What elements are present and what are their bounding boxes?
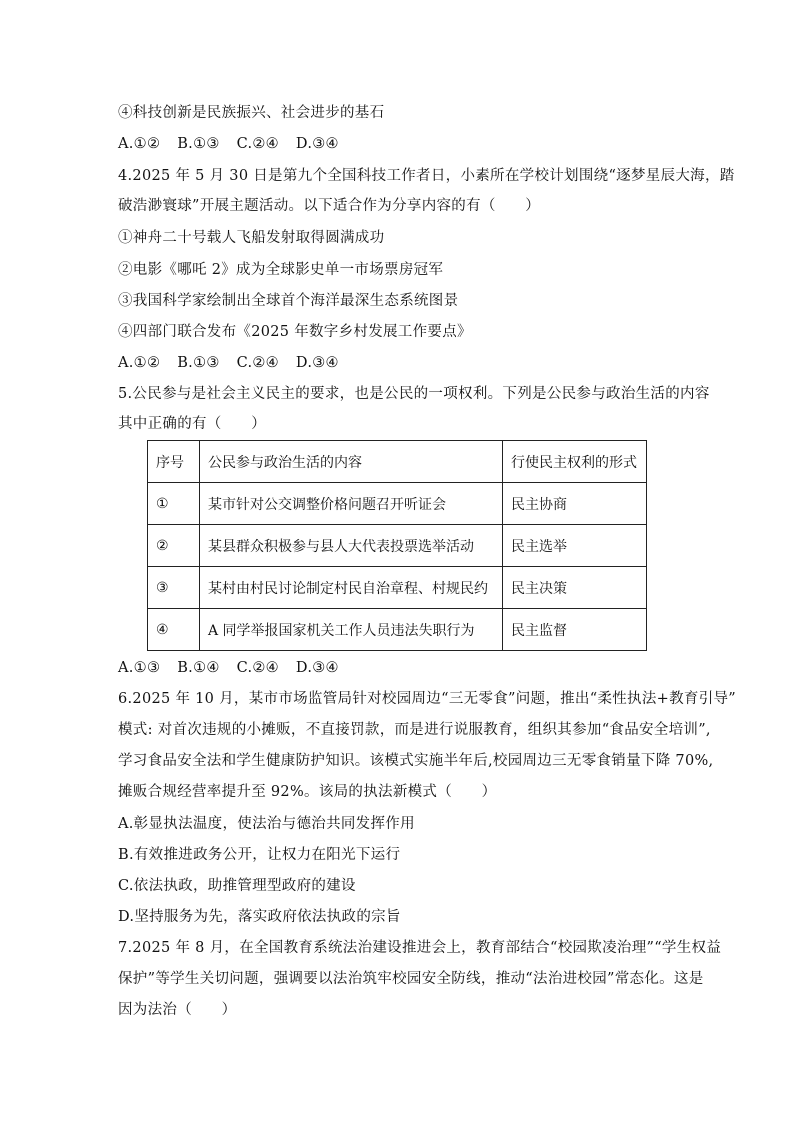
table-row: [148, 609, 647, 651]
table-cell: 民主监督: [503, 609, 647, 651]
q3-statement-4: ④科技创新是民族振兴、社会进步的基石: [118, 105, 385, 121]
table-cell: 民主选举: [503, 525, 647, 567]
q3-options: [118, 134, 351, 154]
q6-option-b: B.有效推进政务公开，让权力在阳光下运行: [118, 847, 401, 863]
table-cell: 民主决策: [503, 567, 647, 609]
table-header-cell: 行使民主权利的形式: [503, 441, 647, 483]
q5-stem-line-2: 其中正确的有（ ）: [118, 416, 266, 432]
q4-options: [118, 353, 351, 373]
table-header-cell: 公民参与政治生活的内容: [200, 441, 503, 483]
q6-stem-line-1: 6.2025 年 10 月，某市市场监管局针对校园周边“三无零食”问题，推出“柔性执法+教育引导”: [118, 691, 737, 707]
q6-option-d: D.坚持服务为先，落实政府依法执政的宗旨: [118, 909, 401, 925]
q4-statement-3: ③我国科学家绘制出全球首个海洋最深生态系统图景: [118, 293, 459, 309]
table-row: [148, 525, 647, 567]
q7-stem-line-3: 因为法治（ ）: [118, 1002, 237, 1018]
q7-stem-line-2: 保护”等学生关切问题，强调要以法治筑牢校园安全防线，推动“法治进校园”常态化。这是: [118, 971, 704, 987]
table-cell: A 同学举报国家机关工作人员违法失职行为: [200, 609, 503, 651]
q4-statement-4: ④四部门联合发布《2025 年数字乡村发展工作要点》: [118, 324, 472, 340]
q6-option-a: A.彰显执法温度，使法治与德治共同发挥作用: [118, 816, 415, 832]
table-header-row: [148, 441, 647, 483]
table-header-cell: 序号: [148, 441, 200, 483]
table-cell: ③: [148, 567, 200, 609]
q3-option-c: C.②④: [236, 136, 279, 152]
q4-option-b: B.①③: [177, 355, 220, 371]
table-cell: 某村由村民讨论制定村民自治章程、村规民约: [200, 567, 503, 609]
q4-stem-line-1: 4.2025 年 5 月 30 日是第九个全国科技工作者日，小素所在学校计划围绕“逐梦星辰大海，踏: [118, 168, 735, 184]
table-row: [148, 567, 647, 609]
q4-option-d: D.③④: [295, 355, 339, 371]
table-cell: ④: [148, 609, 200, 651]
q7-stem-line-1: 7.2025 年 8 月，在全国教育系统法治建设推进会上，教育部结合“校园欺凌治理”“学生权益: [118, 940, 722, 956]
q4-stem-line-2: 破浩渺寰球”开展主题活动。以下适合作为分享内容的有（ ）: [118, 198, 541, 214]
q5-table: [147, 440, 647, 651]
q6-stem-line-2: 模式: 对首次违规的小摊贩，不直接罚款，而是进行说服教育，组织其参加“食品安全培训”,: [118, 722, 711, 738]
q5-option-c: C.②④: [236, 660, 279, 676]
table-cell: 某县群众积极参与县人大代表投票选举活动: [200, 525, 503, 567]
table-cell: ②: [148, 525, 200, 567]
q3-option-b: B.①③: [177, 136, 220, 152]
q6-option-c: C.依法执政，助推管理型政府的建设: [118, 878, 356, 894]
q6-stem-line-3: 学习食品安全法和学生健康防护知识。该模式实施半年后,校园周边三无零食销量下降 70%,: [118, 753, 714, 769]
table-cell: 某市针对公交调整价格问题召开听证会: [200, 483, 503, 525]
q5-option-d: D.③④: [295, 660, 339, 676]
q4-statement-1: ①神舟二十号载人飞船发射取得圆满成功: [118, 230, 385, 246]
table-row: [148, 483, 647, 525]
table-cell: 民主协商: [503, 483, 647, 525]
q5-option-a: A.①③: [118, 660, 161, 676]
q5-stem-line-1: 5.公民参与是社会主义民主的要求，也是公民的一项权利。下列是公民参与政治生活的内容: [118, 386, 710, 402]
q3-option-d: D.③④: [295, 136, 339, 152]
q3-option-a: A.①②: [118, 136, 161, 152]
q6-stem-line-4: 摊贩合规经营率提升至 92%。该局的执法新模式（ ）: [118, 784, 497, 800]
q5-option-b: B.①④: [177, 660, 220, 676]
q4-option-c: C.②④: [236, 355, 279, 371]
q4-option-a: A.①②: [118, 355, 161, 371]
table-cell: ①: [148, 483, 200, 525]
q5-options: [118, 658, 351, 678]
q4-statement-2: ②电影《哪吒 2》成为全球影史单一市场票房冠军: [118, 262, 444, 278]
